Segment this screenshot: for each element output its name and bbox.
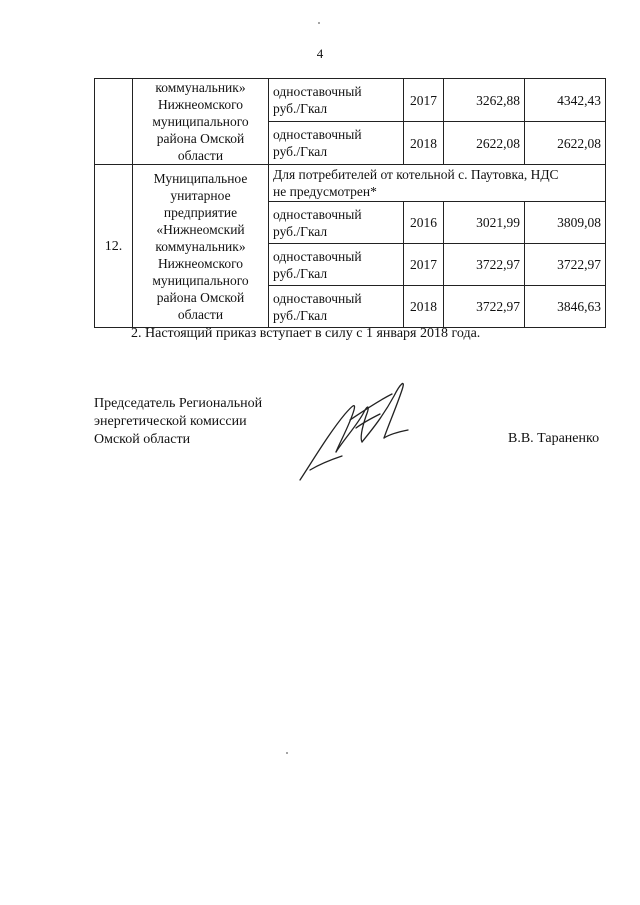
tariff-type: одноставочный (273, 84, 362, 99)
value-cell: 4342,43 (525, 79, 606, 122)
signatory-name: В.В. Тараненко (508, 431, 600, 446)
scan-speck (286, 752, 288, 754)
handwritten-signature (290, 372, 430, 487)
tariff-unit: руб./Гкал (273, 307, 328, 323)
table-row (95, 165, 606, 202)
tariff-unit: руб./Гкал (273, 101, 328, 116)
value-cell: 3846,63 (525, 286, 606, 328)
row-number-cell (95, 79, 133, 165)
org-line: коммунальник» (155, 80, 246, 95)
tariff-unit-cell (269, 79, 404, 122)
org-line: предприятие (163, 204, 238, 220)
tariff-unit: руб./Гкал (273, 144, 328, 159)
org-line: муниципального (152, 114, 249, 129)
year-cell: 2017 (404, 244, 444, 286)
table-row (95, 79, 606, 122)
org-line: района Омской (156, 289, 245, 305)
org-line: области (177, 306, 224, 322)
year-cell: 2016 (404, 202, 444, 244)
year-cell: 2018 (404, 286, 444, 328)
tariff-unit-cell (269, 286, 404, 328)
org-line: Муниципальное (153, 170, 248, 186)
tariff-type: одноставочный (273, 127, 362, 142)
tariff-unit: руб./Гкал (273, 223, 328, 239)
tariff-unit-cell (269, 244, 404, 286)
consumer-note-line: Для потребителей от котельной с. Паутовка, НДС (273, 167, 559, 182)
signatory-title-line: энергетической комиссии (94, 414, 247, 429)
organization-cell (133, 79, 269, 165)
value-cell: 2622,08 (444, 122, 525, 165)
org-line: Нижнеомского (157, 255, 244, 271)
tariff-type: одноставочный (273, 248, 362, 264)
tariff-type: одноставочный (273, 206, 362, 222)
org-line: Нижнеомского (157, 97, 244, 112)
row-number-cell: 12. (95, 165, 133, 328)
org-line: района Омской (156, 131, 245, 146)
year-cell: 2018 (404, 122, 444, 165)
signatory-title (94, 395, 262, 449)
year-cell: 2017 (404, 79, 444, 122)
tariff-unit: руб./Гкал (273, 265, 328, 281)
org-line: унитарное (170, 187, 231, 203)
consumer-note-line: не предусмотрен* (273, 184, 377, 199)
decree-effective-text: 2. Настоящий приказ вступает в силу с 1 января 2018 года. (131, 326, 481, 341)
tariff-type: одноставочный (273, 290, 362, 306)
signatory-title-line: Омской области (94, 432, 191, 447)
org-line: коммунальник» (155, 238, 246, 254)
value-cell: 3722,97 (525, 244, 606, 286)
org-line: муниципального (152, 272, 249, 288)
tariff-table (94, 78, 606, 328)
tariff-unit-cell (269, 122, 404, 165)
organization-cell (133, 165, 269, 328)
value-cell: 3021,99 (444, 202, 525, 244)
page-number: 4 (316, 46, 324, 61)
signatory-title-line: Председатель Региональной (94, 396, 263, 411)
org-line: области (177, 148, 224, 163)
tariff-unit-cell (269, 202, 404, 244)
value-cell: 2622,08 (525, 122, 606, 165)
value-cell: 3262,88 (444, 79, 525, 122)
value-cell: 3722,97 (444, 244, 525, 286)
scan-speck (318, 22, 320, 24)
consumer-note-cell (269, 165, 606, 202)
value-cell: 3722,97 (444, 286, 525, 328)
value-cell: 3809,08 (525, 202, 606, 244)
org-line: «Нижнеомский (156, 221, 245, 237)
